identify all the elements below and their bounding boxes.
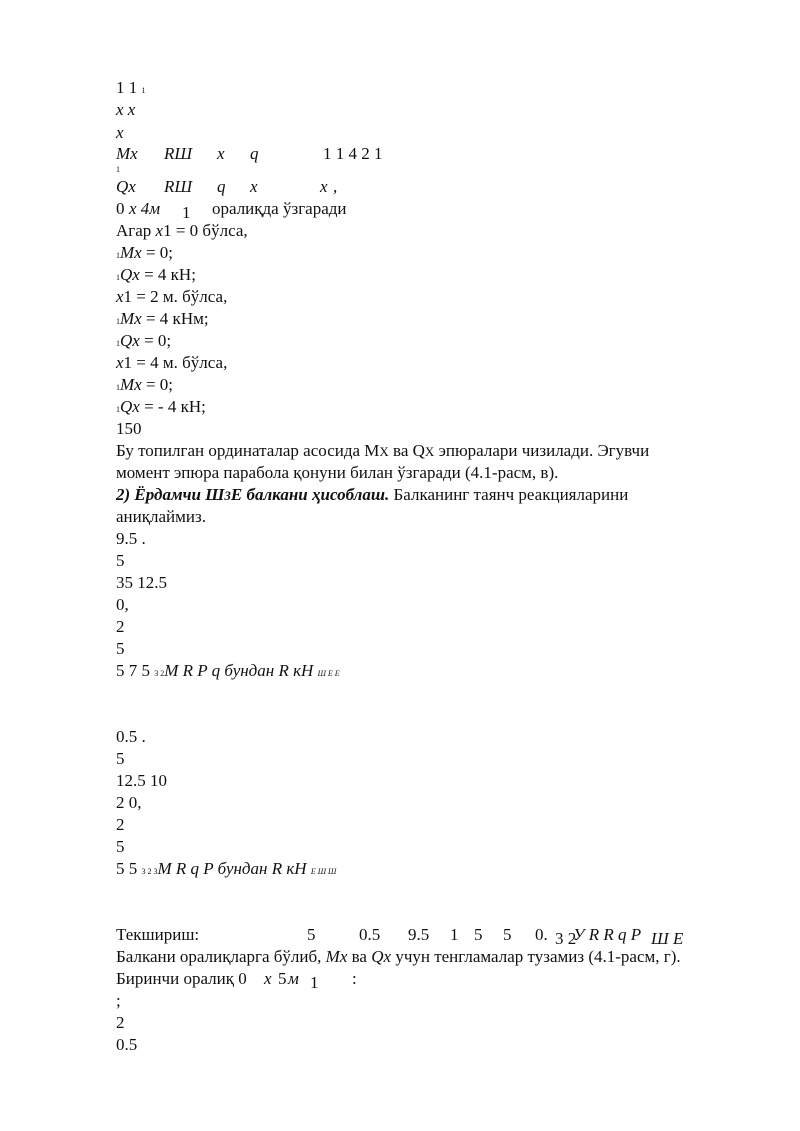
- value-line: [116, 309, 209, 332]
- check-number: 0.5: [359, 925, 381, 944]
- text-part: = - 4 кН;: [139, 397, 206, 416]
- formula-index: 3 2: [154, 669, 165, 678]
- formula-symbol: q: [250, 144, 259, 163]
- formula-line: 35 12.5: [116, 573, 167, 592]
- text-line: [116, 221, 248, 241]
- check-number: 9.5: [408, 925, 430, 944]
- section-heading: Е балкани ҳисоблаш.: [230, 485, 390, 504]
- formula-text: M R q P бундан R кН: [157, 859, 307, 878]
- formula-symbol: RШ: [164, 177, 193, 196]
- interval-start: 0: [116, 199, 125, 218]
- formula-line: 12.5 10: [116, 771, 167, 790]
- text-part: = 0;: [141, 243, 174, 262]
- paragraph-line: [116, 947, 681, 967]
- text-part: Биринчи оралиқ 0: [116, 969, 247, 988]
- formula-index: 3 2 3: [141, 867, 158, 876]
- text-part: 1 = 2 м. бўлса,: [123, 287, 228, 306]
- formula-index: 1: [141, 86, 146, 95]
- paragraph-line: момент эпюра парабола қонуни билан ўзгаради (4.1-расм, в).: [116, 463, 559, 482]
- interval-line: [116, 199, 676, 222]
- formula-line: [116, 177, 676, 197]
- formula-symbol: x: [217, 144, 225, 163]
- formula-line: 0.5: [116, 1035, 138, 1054]
- formula-line: 0,: [116, 595, 129, 614]
- formula-index: 1: [116, 273, 120, 282]
- formula-symbol: RШ: [164, 144, 193, 163]
- formula-symbol: Qx: [116, 177, 136, 196]
- formula-index: 1: [116, 251, 120, 260]
- formula-line: 2: [116, 815, 125, 834]
- text-part: = 0;: [139, 331, 172, 350]
- formula-line: [116, 78, 146, 101]
- formula-index: 1: [116, 339, 120, 348]
- text-var: Mx: [120, 309, 142, 328]
- text-part: 1 = 0 бўлса,: [163, 221, 248, 240]
- check-number: 0.: [535, 925, 548, 944]
- text-part: X: [424, 444, 435, 459]
- value-line: [116, 265, 196, 288]
- formula-line: x: [116, 123, 124, 142]
- formula-line: 2: [116, 1013, 125, 1032]
- check-number: 5: [474, 925, 483, 944]
- formula-line: 9.5 .: [116, 529, 146, 548]
- text-var: Mx: [120, 243, 142, 262]
- value-line: [116, 397, 206, 420]
- text-var: м: [288, 969, 299, 988]
- interval-line: [116, 969, 676, 992]
- formula-line: [116, 144, 676, 164]
- value-line: [116, 243, 173, 266]
- formula-index: 1: [116, 405, 120, 414]
- text-var: x: [155, 221, 164, 240]
- text-var: Mx: [120, 375, 142, 394]
- text-line: [116, 353, 227, 373]
- text-part: :: [352, 969, 357, 988]
- formula-index: Ш Е: [651, 929, 684, 948]
- text-line: [116, 287, 227, 307]
- formula-line: 5: [116, 837, 125, 856]
- formula-numbers: 5 7 5: [116, 661, 150, 680]
- text-part: = 4 кНм;: [141, 309, 209, 328]
- formula-line: 5: [116, 551, 125, 570]
- value-line: [116, 375, 173, 398]
- formula-text: У R R q P: [573, 925, 642, 944]
- formula-symbol: x: [320, 177, 328, 196]
- text-part: эпюралари чизилади. Эгувчи: [434, 441, 650, 460]
- value-line: [116, 331, 171, 354]
- check-line: [116, 925, 716, 948]
- text-part: 1 = 4 м. бўлса,: [123, 353, 228, 372]
- text-part: 5: [278, 969, 287, 988]
- formula-symbol: Mx: [116, 144, 138, 163]
- text-var: Qx: [120, 265, 140, 284]
- text-part: = 0;: [141, 375, 174, 394]
- formula-index: 1: [116, 317, 120, 326]
- text-part: Бу топилган ординаталар асосида М: [116, 441, 380, 460]
- formula-line: ;: [116, 991, 121, 1010]
- formula-index: 3 2: [555, 929, 577, 948]
- formula-punct: ,: [333, 177, 338, 196]
- formula-index: 1: [116, 383, 120, 392]
- text-part: Балкани оралиқларга бўлиб,: [116, 947, 326, 966]
- text-var: x: [116, 353, 124, 372]
- text-part: = 4 кН;: [139, 265, 196, 284]
- interval-text: оралиқда ўзгаради: [212, 199, 347, 218]
- text-part: Балканинг таянч реакцияларини: [389, 485, 629, 504]
- interval-var: x 4м: [129, 199, 161, 218]
- formula-line: 5: [116, 749, 125, 768]
- text-var: Qx: [120, 331, 140, 350]
- formula-line: 2: [116, 617, 125, 636]
- formula-numbers: 5 5: [116, 859, 138, 878]
- formula-symbol: q: [217, 177, 226, 196]
- text-var: Qx: [371, 947, 392, 966]
- paragraph-line: аниқлаймиз.: [116, 507, 206, 526]
- text-var: Mx: [325, 947, 348, 966]
- formula-line: 0.5 .: [116, 727, 146, 746]
- section-heading-index: 3: [224, 488, 231, 503]
- text-var: x: [116, 287, 124, 306]
- text-part: Агар: [116, 221, 152, 240]
- formula-index: 1: [182, 203, 191, 222]
- formula-index: Е Ш Ш: [310, 867, 337, 876]
- formula-line: [116, 661, 340, 684]
- text-var: Qx: [120, 397, 140, 416]
- formula-index: 1: [116, 165, 120, 174]
- section-heading-line: [116, 485, 628, 506]
- text-var: x: [264, 969, 272, 988]
- formula-line: [116, 859, 336, 882]
- formula-text: M R P q бундан R кН: [164, 661, 314, 680]
- formula-line: 2 0,: [116, 793, 142, 812]
- check-number: 1: [450, 925, 459, 944]
- formula-index: Ш Е Е: [317, 669, 340, 678]
- section-heading: 2) Ёрдамчи Ш: [116, 485, 225, 504]
- formula-line: x x: [116, 100, 136, 119]
- formula-numbers: 1 1 4 2 1: [323, 144, 383, 163]
- page-number: 150: [116, 419, 142, 438]
- formula-line: 5: [116, 639, 125, 658]
- check-number: 5: [503, 925, 512, 944]
- text-part: ва Q: [388, 441, 425, 460]
- check-label: Текшириш:: [116, 925, 200, 944]
- check-number: 5: [307, 925, 316, 944]
- paragraph-line: [116, 441, 649, 462]
- formula-symbol: x: [250, 177, 258, 196]
- text-part: учун тенгламалар тузамиз (4.1-расм, г).: [391, 947, 681, 966]
- text-part: X: [379, 444, 389, 459]
- formula-index: 1: [310, 973, 319, 992]
- text-part: ва: [347, 947, 372, 966]
- formula-text: 1 1: [116, 78, 138, 97]
